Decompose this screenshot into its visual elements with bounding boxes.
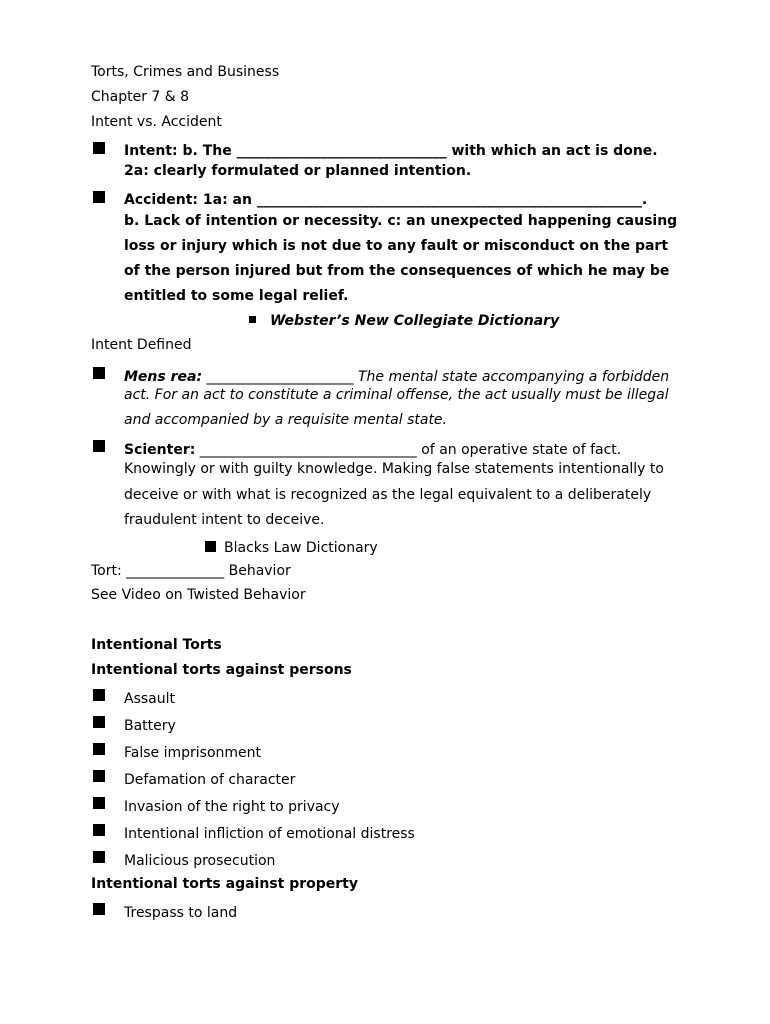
mens-rea-line3: and accompanied by a requisite mental state. xyxy=(124,412,447,428)
scienter-text: _______________________________ of an operative state of fact. xyxy=(195,442,622,458)
bullet-icon xyxy=(93,851,105,863)
subheading-against-persons: Intentional torts against persons xyxy=(91,662,352,678)
tort-behavior-line: Tort: ______________ Behavior xyxy=(91,563,291,579)
list-item-defamation: Defamation of character xyxy=(124,772,296,788)
scienter-line3: deceive or with what is recognized as the legal equivalent to a deliberately xyxy=(124,487,652,503)
scienter-line1 xyxy=(124,442,621,458)
accident-definition-line3: loss or injury which is not due to any fault or misconduct on the part xyxy=(124,238,669,254)
bullet-icon xyxy=(93,743,105,755)
chapter-label: Chapter 7 & 8 xyxy=(91,89,190,105)
source-webster-label: Webster’s New Collegiate Dictionary xyxy=(270,313,560,329)
accident-definition-line4: of the person injured but from the consequences of which he may be xyxy=(124,263,670,279)
mens-rea-blank: _____________________ xyxy=(202,369,358,385)
list-item-battery: Battery xyxy=(124,718,176,734)
source-webster xyxy=(249,313,559,329)
list-item-invasion-privacy: Invasion of the right to privacy xyxy=(124,799,340,815)
video-reference: See Video on Twisted Behavior xyxy=(91,587,306,603)
intent-definition-line1: Intent: b. The ______________________________ with which an act is done. xyxy=(124,143,658,159)
intent-definition-line2: 2a: clearly formulated or planned intention. xyxy=(124,163,472,179)
section-heading-intentional-torts: Intentional Torts xyxy=(91,637,222,653)
accident-definition-line1: Accident: 1a: an _______________________________________________________. xyxy=(124,192,648,208)
bullet-icon xyxy=(93,440,105,452)
scienter-term: Scienter: xyxy=(124,442,196,458)
mens-rea-text: The mental state accompanying a forbidden xyxy=(357,369,670,385)
bullet-icon xyxy=(249,316,256,323)
source-blacks xyxy=(205,540,378,556)
section-heading-intent-vs-accident: Intent vs. Accident xyxy=(91,114,222,130)
accident-definition-line5: entitled to some legal relief. xyxy=(124,288,349,304)
mens-rea-line2: act. For an act to constitute a criminal offense, the act usually must be illegal xyxy=(124,387,669,403)
list-item-false-imprisonment: False imprisonment xyxy=(124,745,261,761)
bullet-icon xyxy=(205,541,216,552)
mens-rea-term: Mens rea: xyxy=(124,369,203,385)
bullet-icon xyxy=(93,367,105,379)
section-heading-intent-defined: Intent Defined xyxy=(91,337,192,353)
scienter-line2: Knowingly or with guilty knowledge. Making false statements intentionally to xyxy=(124,461,664,477)
bullet-icon xyxy=(93,689,105,701)
bullet-icon xyxy=(93,191,105,203)
document-title: Torts, Crimes and Business xyxy=(91,64,280,80)
bullet-icon xyxy=(93,716,105,728)
list-item-malicious-prosecution: Malicious prosecution xyxy=(124,853,276,869)
subheading-against-property: Intentional torts against property xyxy=(91,876,359,892)
source-blacks-label: Blacks Law Dictionary xyxy=(224,540,378,556)
bullet-icon xyxy=(93,142,105,154)
bullet-icon xyxy=(93,770,105,782)
mens-rea-line1 xyxy=(124,369,669,385)
list-item-assault: Assault xyxy=(124,691,175,707)
scienter-line4: fraudulent intent to deceive. xyxy=(124,512,325,528)
accident-definition-line2: b. Lack of intention or necessity. c: an unexpected happening causing xyxy=(124,213,678,229)
list-item-emotional-distress: Intentional infliction of emotional distress xyxy=(124,826,415,842)
bullet-icon xyxy=(93,824,105,836)
bullet-icon xyxy=(93,797,105,809)
list-item-trespass-land: Trespass to land xyxy=(124,905,238,921)
bullet-icon xyxy=(93,903,105,915)
